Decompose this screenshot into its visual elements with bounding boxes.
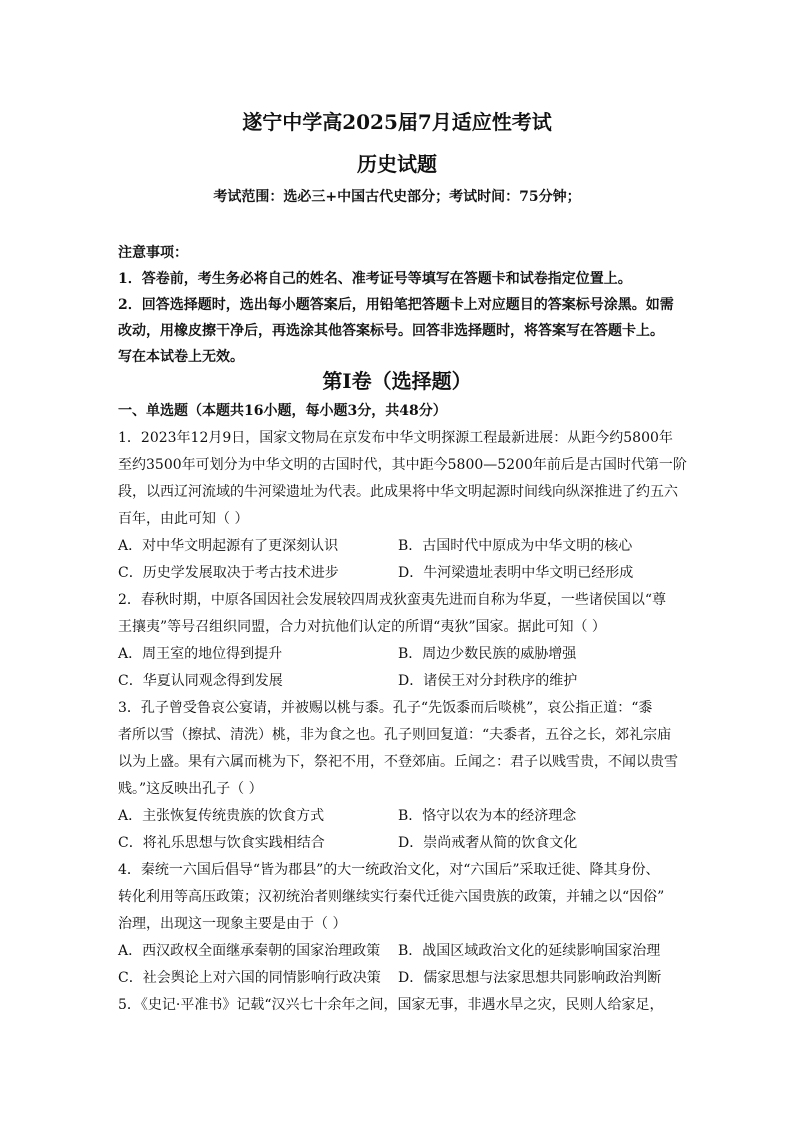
- question-text: 者所以雪（擦拭、清洗）桃，非为食之也。孔子则回复道：“夫黍者，五谷之长，郊礼宗庙: [118, 727, 672, 743]
- question-text: 1．2023年12月9日，国家文物局在京发布中华文明探源工程最新进展：从距今约5800年: [118, 430, 673, 446]
- option-d: D．诸侯王对分封秩序的维护: [398, 673, 578, 689]
- question-text: 王攘夷”等号召组织同盟，合力对抗他们认定的所谓“夷狄”国家。据此可知（ ）: [118, 619, 606, 635]
- option-c: C．将礼乐思想与饮食实践相结合: [118, 835, 325, 851]
- question-text: 2．春秋时期，中原各国因社会发展较四周戎狄蛮夷先进而自称为华夏，一些诸侯国以“尊: [118, 592, 667, 608]
- option-d: D．牛河梁遗址表明中华文明已经形成: [398, 565, 634, 581]
- question-text: 治理，出现这一现象主要是由于（ ）: [118, 916, 347, 932]
- section-title: 第I卷（选择题）: [322, 369, 472, 393]
- option-a: A．周王室的地位得到提升: [118, 646, 283, 662]
- exam-title: 遂宁中学高2025届7月适应性考试: [242, 110, 552, 134]
- option-a: A．对中华文明起源有了更深刻认识: [118, 538, 339, 554]
- option-c: C．华夏认同观念得到发展: [118, 673, 283, 689]
- notice-item: 2．回答选择题时，选出每小题答案后，用铅笔把答题卡上对应题目的答案标号涂黑。如需: [118, 297, 674, 313]
- option-c: C．历史学发展取决于考古技术进步: [118, 565, 339, 581]
- question-text: 5．《史记·平准书》记载“汉兴七十余年之间，国家无事，非遇水旱之灾，民则人给家足，: [118, 997, 664, 1013]
- question-text: 以为上盛。果有六属而桃为下，祭祀不用，不登郊庙。丘闻之：君子以贱雪贵，不闻以贵雪: [118, 754, 678, 770]
- notice-item: 1．答卷前，考生务必将自己的姓名、准考证号等填写在答题卡和试卷指定位置上。: [118, 271, 632, 287]
- option-d: D．崇尚戒奢从简的饮食文化: [398, 835, 578, 851]
- notice-item: 写在本试卷上无效。: [118, 349, 244, 365]
- option-b: B．恪守以农为本的经济理念: [398, 808, 577, 824]
- question-text: 贱。”这反映出孔子（ ）: [118, 781, 263, 797]
- notice-heading: 注意事项：: [118, 245, 188, 261]
- option-b: B．古国时代中原成为中华文明的核心: [398, 538, 633, 554]
- question-text: 百年，由此可知（ ）: [118, 511, 249, 527]
- option-c: C．社会舆论上对六国的同情影响行政决策: [118, 970, 381, 986]
- part-heading: 一、单选题（本题共16小题，每小题3分，共48分）: [118, 403, 447, 419]
- option-a: A．主张恢复传统贵族的饮食方式: [118, 808, 325, 824]
- option-d: D．儒家思想与法家思想共同影响政治判断: [398, 970, 662, 986]
- question-text: 至约3500年可划分为中华文明的古国时代，其中距今5800—5200年前后是古国时代第一阶: [118, 457, 687, 473]
- question-text: 段，以西辽河流域的牛河梁遗址为代表。此成果将中华文明起源时间线向纵深推进了约五六: [118, 484, 678, 500]
- subject-title: 历史试题: [357, 152, 437, 176]
- question-text: 转化利用等高压政策；汉初统治者则继续实行秦代迁徙六国贵族的政策，并辅之以“因俗”: [118, 889, 665, 905]
- option-b: B．战国区域政治文化的延续影响国家治理: [398, 943, 661, 959]
- option-a: A．西汉政权全面继承秦朝的国家治理政策: [118, 943, 381, 959]
- question-text: 3．孔子曾受鲁哀公宴请，并被赐以桃与黍。孔子“先饭黍而后啖桃”，哀公指正道：“黍: [118, 700, 653, 716]
- notice-item: 改动，用橡皮擦干净后，再选涂其他答案标号。回答非选择题时，将答案写在答题卡上。: [118, 323, 664, 339]
- option-b: B．周边少数民族的威胁增强: [398, 646, 577, 662]
- question-text: 4．秦统一六国后倡导“皆为郡县”的大一统政治文化，对“六国后”采取迁徙、降其身份、: [118, 862, 660, 878]
- exam-scope: 考试范围：选必三+中国古代史部分；考试时间：75分钟；: [213, 189, 581, 205]
